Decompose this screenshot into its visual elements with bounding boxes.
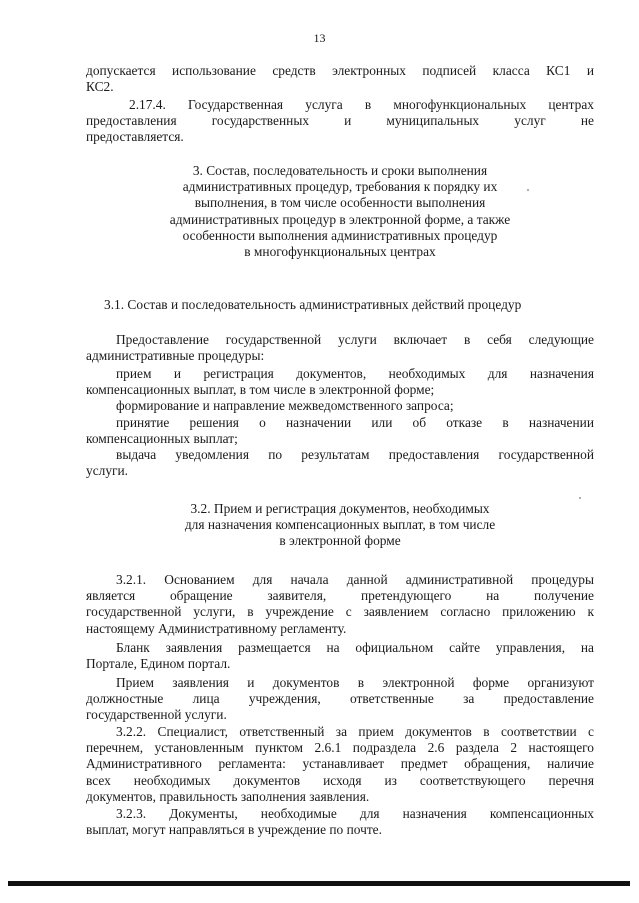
text-line: предоставляется.	[86, 129, 184, 145]
text-line: государственной услуги, в учреждение с заявлением согласно приложению к	[86, 604, 594, 620]
scan-bottom-edge	[8, 881, 630, 886]
text-line: 3.2.2. Специалист, ответственный за прием документов в соответствии с	[116, 724, 594, 739]
text-line: предоставления государственных и муниципальных услуг не	[86, 113, 594, 129]
text-line: государственной услуги.	[86, 707, 227, 723]
heading-line: для назначения компенсационных выплат, в том числе	[184, 517, 496, 533]
scan-speck	[527, 189, 529, 191]
services-paragraph	[86, 332, 594, 364]
paragraph-3-2-2	[86, 724, 594, 805]
text-line: Предоставление государственной услуги включает в себя следующие	[116, 332, 594, 347]
text-line: документов, правильность заполнения заявления.	[86, 788, 370, 804]
text-line: Прием заявления и документов в электронной форме организуют	[116, 675, 594, 690]
section-3-heading	[86, 163, 594, 260]
subsection-3-1-heading	[104, 297, 604, 313]
text-line: Портале, Едином портал.	[86, 656, 231, 672]
list-item: услуги.	[86, 463, 129, 479]
text-line: 2.17.4. Государственная услуга в многофункциональных центрах	[129, 97, 594, 112]
intro-paragraph	[86, 63, 594, 95]
list-item: компенсационных выплат;	[86, 430, 238, 446]
heading-line: административных процедур, требования к порядку их	[182, 179, 498, 195]
text-line: 3.2.1. Основанием для начала данной административной процедуры	[116, 572, 594, 587]
heading-line: в многофункциональных центрах	[244, 244, 436, 260]
text-line: перечнем, установленным пунктом 2.6.1 подраздела 2.6 раздела 2 настоящего	[86, 740, 594, 756]
subsection-3-2-heading	[86, 501, 594, 550]
paragraph-3-2-1	[86, 572, 594, 637]
text-line: административные процедуры:	[86, 348, 265, 364]
paragraph-3-2-3	[86, 806, 594, 838]
heading-line: особенности выполнения административных процедур	[182, 227, 498, 243]
list-item: прием и регистрация документов, необходимых для назначения	[116, 366, 594, 381]
heading-line: выполнения, в том числе особенности выполнения	[194, 195, 486, 211]
text-line: КС2.	[86, 79, 114, 95]
list-item: компенсационных выплат, в том числе в электронной форме;	[86, 382, 435, 398]
text-line: выплат, могут направляться в учреждение по почте.	[86, 822, 382, 838]
text-line: Бланк заявления размещается на официальном сайте управления, на	[116, 640, 594, 655]
text-line: Административного регламента: устанавливает предмет обращения, наличие	[86, 756, 594, 772]
paragraph-2-17-4	[86, 97, 594, 146]
text-line: настоящему Административному регламенту.	[86, 620, 347, 636]
heading-line: 3.1. Состав и последовательность административных действий процедур	[104, 297, 522, 312]
list-item: формирование и направление межведомственного запроса;	[116, 398, 454, 414]
page-number: 13	[313, 31, 326, 45]
heading-line: административных процедур в электронной форме, а также	[169, 211, 511, 227]
text-line: всех необходимых документов исходя из соответствующего перечня	[86, 772, 594, 788]
scan-speck	[579, 497, 581, 499]
heading-line: 3.2. Прием и регистрация документов, необходимых	[190, 501, 490, 516]
paragraph-receive	[86, 675, 594, 724]
list-item: выдача уведомления по результатам предоставления государственной	[116, 447, 594, 463]
procedures-list	[86, 366, 594, 479]
heading-line: 3. Состав, последовательность и сроки выполнения	[192, 163, 488, 178]
paragraph-blank	[86, 640, 594, 672]
heading-line: в электронной форме	[279, 533, 401, 549]
text-line: должностные лица учреждения, ответственные за предоставление	[86, 691, 594, 707]
text-line: 3.2.3. Документы, необходимые для назначения компенсационных	[116, 806, 594, 821]
text-line: допускается использование средств электронных подписей класса КС1 и	[86, 63, 594, 78]
text-line: является обращение заявителя, претендующего на получение	[86, 588, 594, 604]
list-item: принятие решения о назначении или об отказе в назначении	[116, 414, 594, 430]
